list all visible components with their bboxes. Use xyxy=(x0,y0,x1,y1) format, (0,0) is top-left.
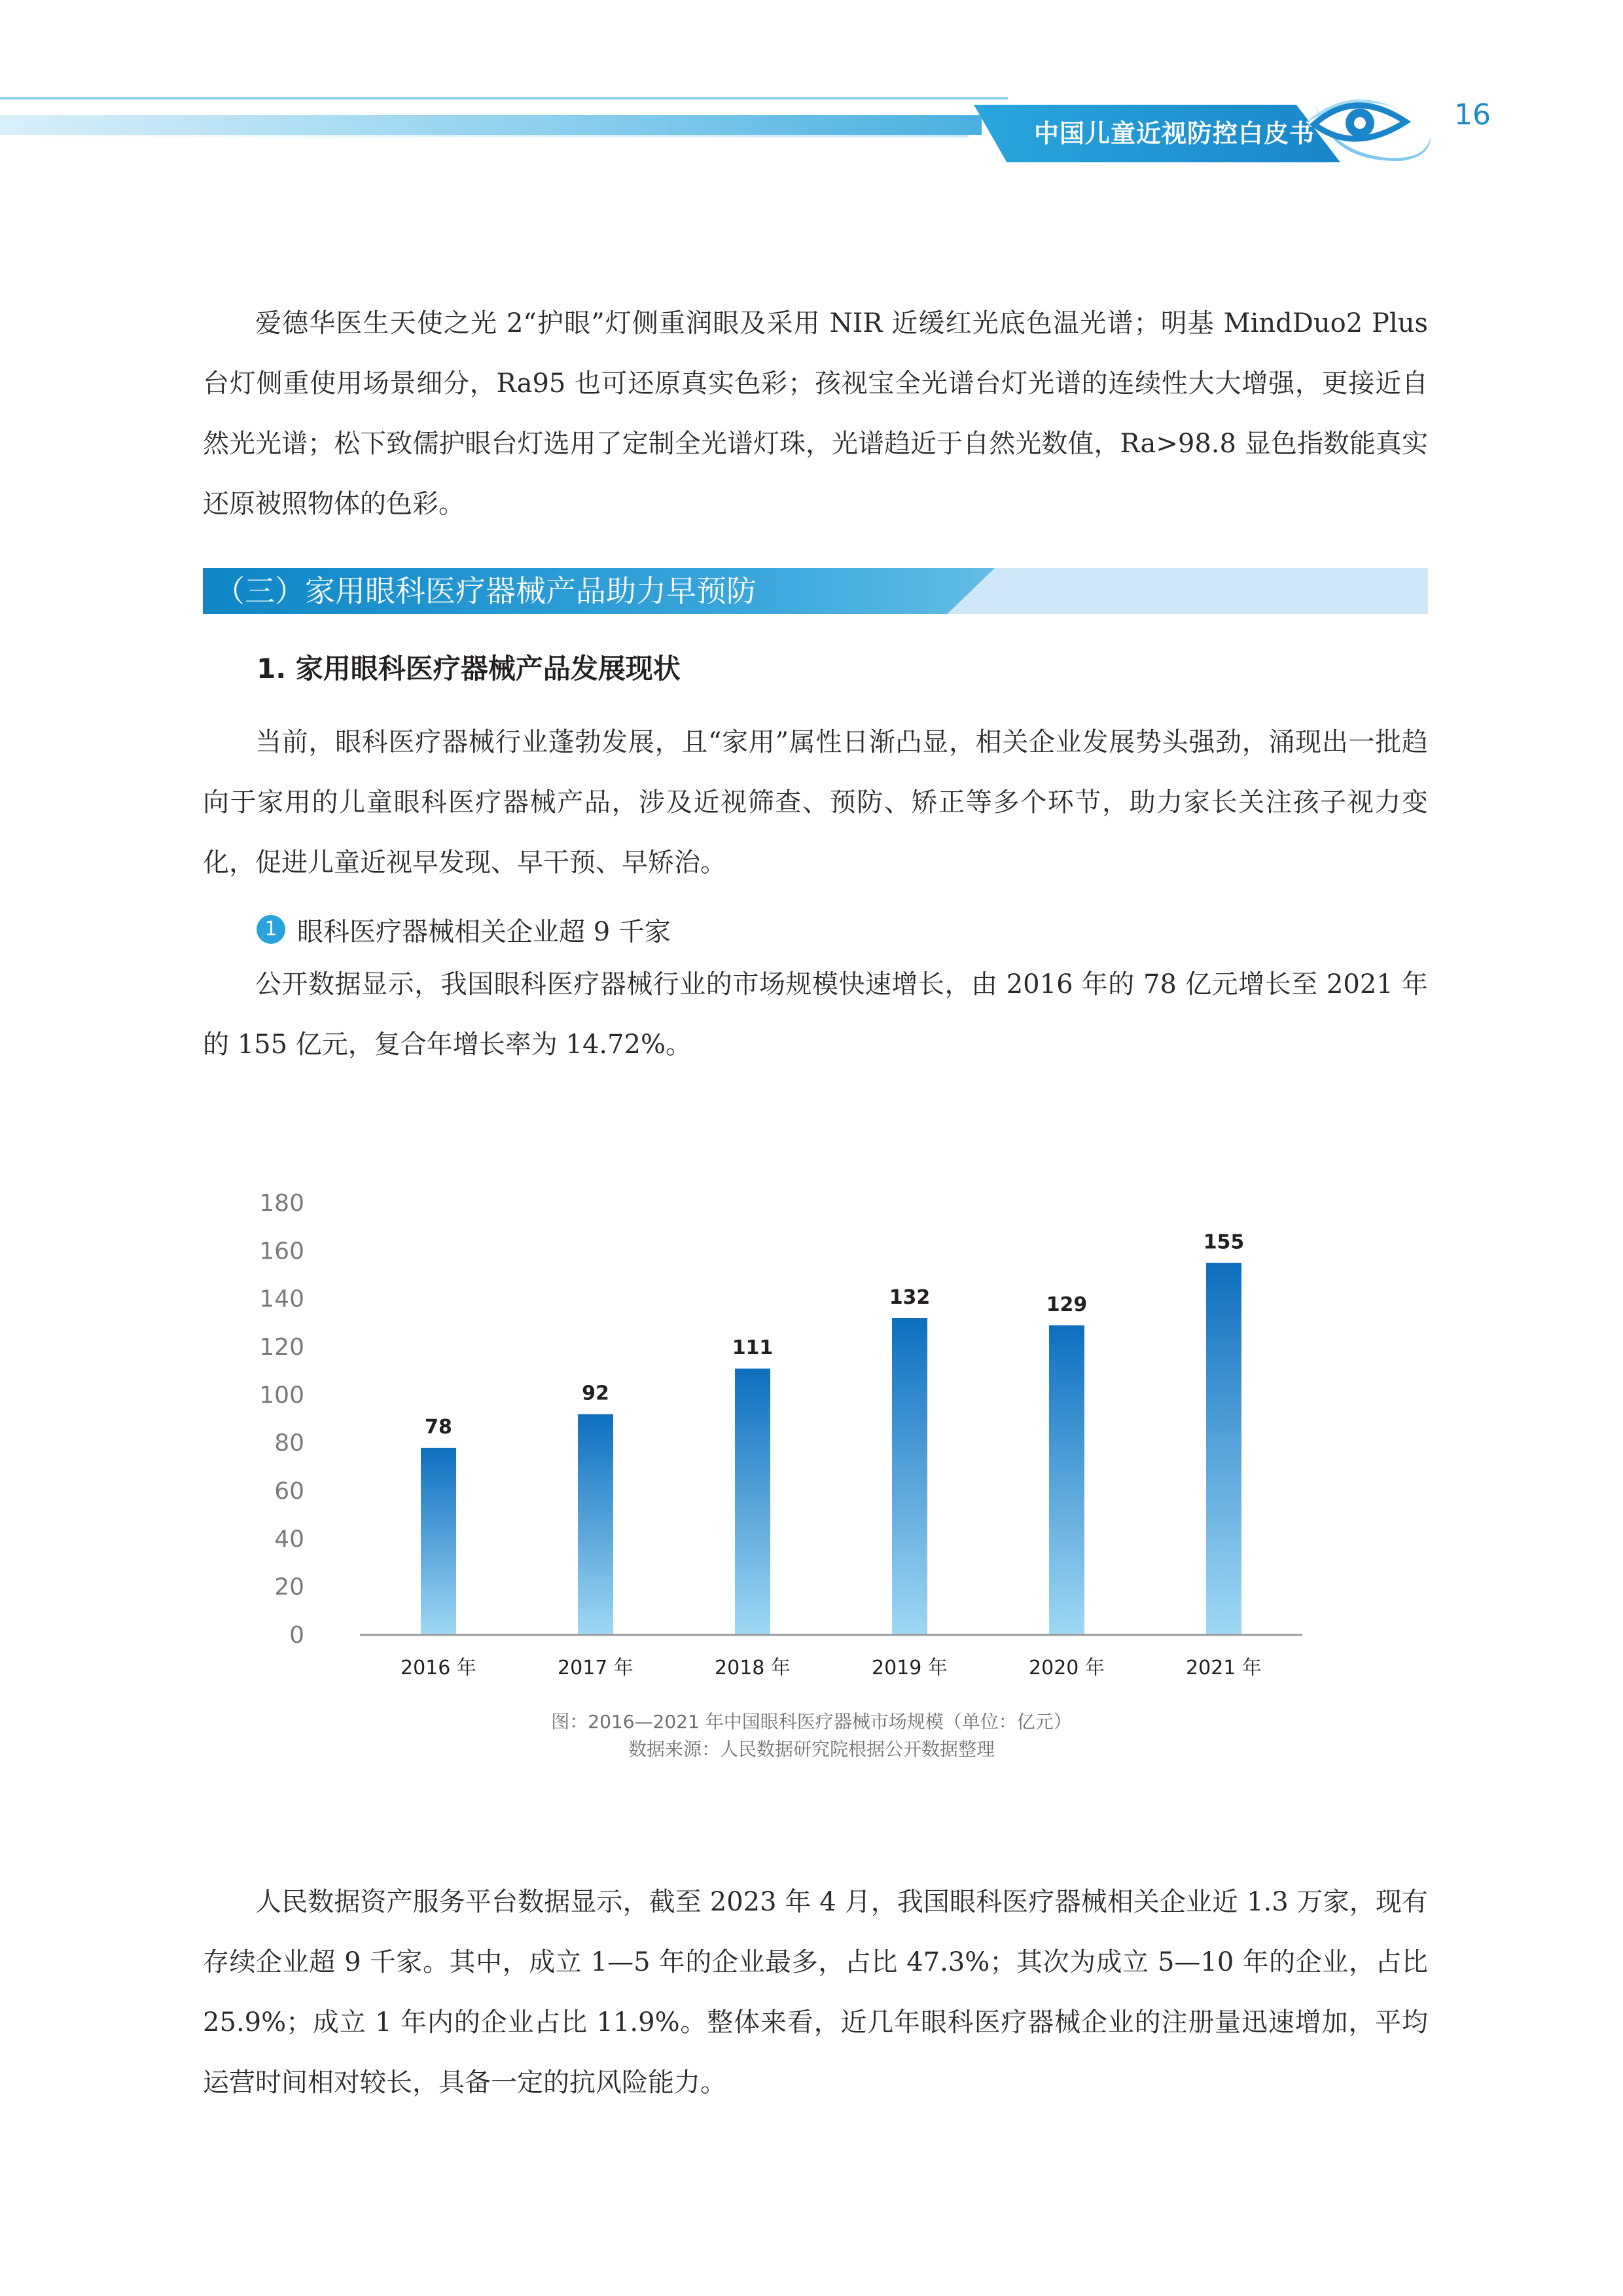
document-title: 中国儿童近视防控白皮书 xyxy=(1034,119,1315,148)
y-tick-label: 0 xyxy=(289,1622,304,1649)
bar-value-label: 155 xyxy=(1203,1230,1245,1254)
key-point-text: 眼科医疗器械相关企业超 9 千家 xyxy=(297,916,671,947)
y-tick-label: 100 xyxy=(259,1382,304,1409)
bar-1 xyxy=(578,1414,613,1635)
paragraph-enterprise: 人民数据资产服务平台数据显示，截至 2023 年 4 月，我国眼科医疗器械相关企业近 1.3 万家，现有存续企业超 9 千家。其中，成立 1—5 年的企业最多，占比 47.3%；其次为成立 5—10 年的企业，占比 25.9%；成立 1 年内的企业占比 11.9%。整体来看，近几年眼科医疗器械企业的注册量迅速增加，平均运营时间相对较长，具备一定的抗风险能力。 xyxy=(203,1887,1428,2098)
bar-value-label: 92 xyxy=(582,1382,609,1405)
y-tick-label: 140 xyxy=(259,1285,304,1313)
chart-caption: 图：2016—2021 年中国眼科医疗器械市场规模（单位：亿元） xyxy=(551,1711,1072,1732)
header-rule-band xyxy=(0,115,982,135)
y-tick-label: 60 xyxy=(274,1478,304,1505)
market-size-bar-chart xyxy=(196,1165,1348,1702)
bar-3 xyxy=(892,1318,927,1635)
bar-series xyxy=(421,1231,1244,1635)
key-point xyxy=(257,910,671,949)
bar-value-label: 111 xyxy=(732,1336,774,1359)
paragraph-current: 当前，眼科医疗器械行业蓬勃发展，且“家用”属性日渐凸显，相关企业发展势头强劲，涌现出一批趋向于家用的儿童眼科医疗器械产品，涉及近视筛查、预防、矫正等多个环节，助力家长关注孩子视力变化，促进儿童近视早发现、早干预、早矫治。 xyxy=(203,727,1428,878)
bar-value-label: 129 xyxy=(1046,1293,1088,1316)
page-number: 16 xyxy=(1454,98,1491,132)
x-tick-label: 2016 年 xyxy=(401,1657,476,1679)
y-tick-label: 80 xyxy=(274,1429,304,1457)
x-tick-label: 2017 年 xyxy=(558,1657,633,1679)
subsection-heading: 1. 家用眼科医疗器械产品发展现状 xyxy=(257,653,681,685)
y-tick-label: 40 xyxy=(274,1526,304,1553)
y-tick-label: 120 xyxy=(259,1334,304,1361)
header-rule-thin xyxy=(0,97,1008,99)
section-heading: （三）家用眼科医疗器械产品助力早预防 xyxy=(215,573,757,609)
y-axis-ticks xyxy=(259,1190,304,1649)
bar-4 xyxy=(1049,1325,1084,1635)
x-tick-label: 2021 年 xyxy=(1186,1657,1262,1679)
bar-0 xyxy=(421,1448,456,1635)
header-rule-shadow xyxy=(0,135,969,137)
y-tick-label: 20 xyxy=(274,1573,304,1601)
x-tick-label: 2018 年 xyxy=(715,1657,791,1679)
bar-5 xyxy=(1206,1263,1241,1635)
bar-value-label: 132 xyxy=(889,1286,931,1309)
section-heading-bar xyxy=(203,568,1428,614)
bar-2 xyxy=(735,1369,770,1635)
x-tick-label: 2020 年 xyxy=(1029,1657,1105,1679)
paragraph-intro: 爱德华医生天使之光 2“护眼”灯侧重润眼及采用 NIR 近缓红光底色温光谱；明基 MindDuo2 Plus 台灯侧重使用场景细分，Ra95 也可还原真实色彩；孩视宝全光谱台灯光谱的连续性大大增强，更接近自然光光谱；松下致儒护眼台灯选用了定制全光谱灯珠，光谱趋近于自然光数值，Ra>98.8 显色指数能真实还原被照物体的色彩。 xyxy=(203,308,1428,519)
key-point-number: 1 xyxy=(257,915,285,944)
chart-source: 数据来源：人民数据研究院根据公开数据整理 xyxy=(628,1738,995,1760)
eye-logo-icon xyxy=(1302,84,1433,169)
y-tick-label: 180 xyxy=(259,1190,304,1217)
paragraph-market: 公开数据显示，我国眼科医疗器械行业的市场规模快速增长，由 2016 年的 78 亿元增长至 2021 年的 155 亿元，复合年增长率为 14.72%。 xyxy=(203,969,1428,1060)
y-tick-label: 160 xyxy=(259,1238,304,1265)
x-tick-label: 2019 年 xyxy=(872,1657,948,1679)
bar-value-label: 78 xyxy=(425,1416,452,1439)
x-axis-ticks xyxy=(360,1635,1302,1679)
